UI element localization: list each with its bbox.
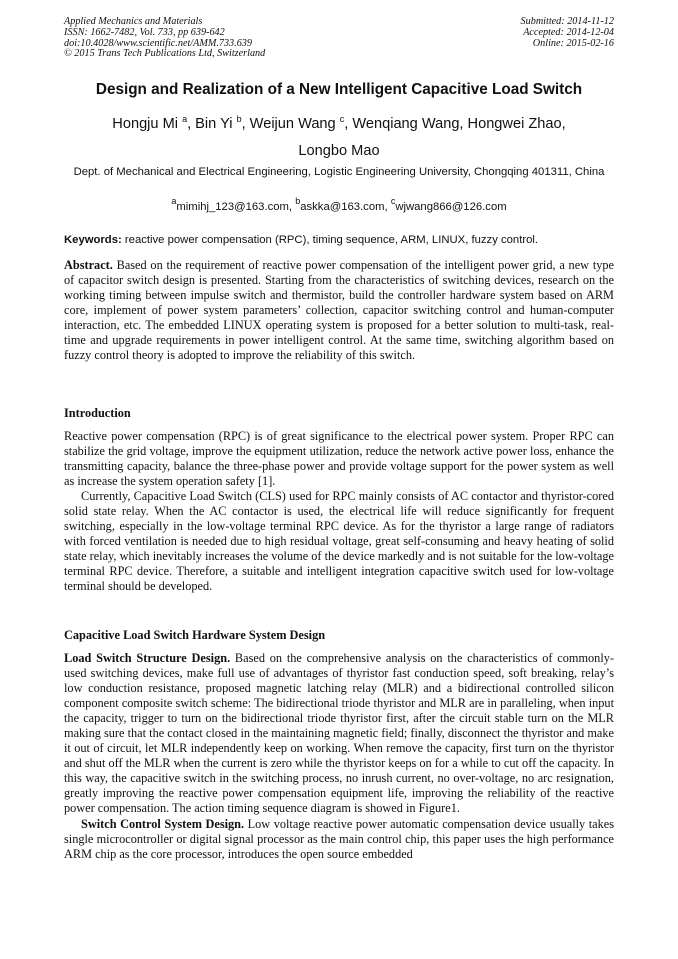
affiliation: Dept. of Mechanical and Electrical Engineering, Logistic Engineering University, Chongqing 401311, China <box>73 166 605 178</box>
keywords-label: Keywords: <box>64 234 122 246</box>
introduction-section <box>64 429 614 595</box>
affil-marker: b <box>236 114 242 124</box>
section-heading-hardware: Capacitive Load Switch Hardware System Design <box>64 628 326 642</box>
section-heading-introduction: Introduction <box>64 406 131 420</box>
dates-info <box>521 17 614 49</box>
doi[interactable]: doi:10.4028/www.scientific.net/AMM.733.639 <box>64 37 252 49</box>
email-link[interactable]: mimihj_123@163.com, <box>176 201 296 213</box>
author: Hongju Mi <box>112 116 183 132</box>
author-line-1 <box>40 111 638 138</box>
authors-rest: , Wenqiang Wang, Hongwei Zhao, <box>344 116 566 132</box>
subsection-label: Load Switch Structure Design. <box>64 651 231 665</box>
paragraph: Low voltage reactive power automatic compensation device usually takes single microcontroller or digital signal processor as the main control chip, this paper uses the high performance ARM chip as the core processor, introduces the open source embedded <box>64 816 615 861</box>
email-list <box>40 196 638 213</box>
paper-title: Design and Realization of a New Intelligent Capacitive Load Switch <box>95 81 583 98</box>
abstract <box>64 258 614 363</box>
journal-name: Applied Mechanics and Materials <box>64 16 203 27</box>
keywords <box>64 234 614 246</box>
email-marker: a <box>171 196 177 206</box>
email-link[interactable]: askka@163.com, <box>300 201 391 213</box>
author: , Weijun Wang <box>241 116 340 132</box>
author-list <box>40 111 638 165</box>
affil-marker: a <box>182 114 188 124</box>
subsection-label: Switch Control System Design. <box>81 816 245 831</box>
abstract-label: Abstract. <box>64 258 113 272</box>
paragraph: Reactive power compensation (RPC) is of great significance to the electrical power system. Proper RPC can stabilize the grid voltage, improve the equipment utilization, reduce the network active power loss, enhance the transmitting capacity, balance the three-phase power and provide voltage support for the power system as well as increase the system operation safety [1]. <box>64 429 614 489</box>
journal-info <box>64 17 265 60</box>
submitted-date: Submitted: 2014-11-12 <box>520 16 614 27</box>
author-line-2: Longbo Mao <box>298 143 380 159</box>
copyright: © 2015 Trans Tech Publications Ltd, Switzerland <box>64 48 266 60</box>
email-link[interactable]: wjwang866@126.com <box>395 201 507 213</box>
email-marker: b <box>295 196 301 206</box>
paragraph: Based on the comprehensive analysis on the characteristics of commonly-used switching devices, make full use of advantages of thyristor fast conduction speed, soft breaking, relay’s low conduction resistance, proposed magnetic latching relay (MLR) and a bidirectional controlled silicon component composite switch scheme: The bidirectional triode thyristor and MLR are in paralleling, when input the capacity, trigger to turn on the bidirectional triode thyristor first, after the circuit stable turn on the MLR making sure that the contact closed in the maintaining magnetic field; finally, disconnect the thyristor and make it out of circuit, let MLR independently keep on working. When remove the capacity, first turn on the thyristor and shut off the MLR when the current is zero while the thyristor keeps on for a while to cut off the capacity. In this way, the capacitive switch in the switching process, no inrush current, no over-voltage, no arc resignation, greatly improving the reactive power compensation equipment life, improving the reliability of the reactive power compensation. The action timing sequence diagram is showed in Figure1. <box>64 651 614 816</box>
keywords-text: reactive power compensation (RPC), timing sequence, ARM, LINUX, fuzzy control. <box>121 234 539 246</box>
accepted-date: Accepted: 2014-12-04 <box>523 26 614 38</box>
issn: ISSN: 1662-7482, Vol. 733, pp 639-642 <box>64 26 225 38</box>
paragraph: Currently, Capacitive Load Switch (CLS) used for RPC mainly consists of AC contactor and thyristor-cored solid state relay. When the AC contactor is used, the electrical life will reduce significantly for frequent switching, especially in the low-voltage terminal RPC device. As for the thyristor a large range of radiators with forced ventilation is needed due to high residual voltage, great self-consuming and heavy heating of solid state relay, which inevitably increases the volume of the device markedly and is not suitable for the low-voltage terminal RPC device. Therefore, a suitable and intelligent integration capacitive switch used for low-voltage terminal should be developed. <box>64 489 614 594</box>
author: , Bin Yi <box>187 116 237 132</box>
affil-marker: c <box>339 114 345 124</box>
hardware-section <box>64 651 614 862</box>
abstract-text: Based on the requirement of reactive power compensation of the intelligent power grid, a new type of capacitor switch design is presented. Starting from the characteristics of switching devices, research on the working timing between impulse switch and thermistor, build the controller hardware system based on ARM core, implement of power system parameters’ collection, capacitor switching control and human-computer interaction, etc. The embedded LINUX operating system is proposed for a better solution to multi-task, real-time and upgrade requirements in power intelligent control. At the same time, switching algorithm based on fuzzy control theory is adopted to improve the reliability of this switch. <box>64 258 614 363</box>
online-date: Online: 2015-02-16 <box>532 37 614 49</box>
email-marker: c <box>390 196 396 206</box>
